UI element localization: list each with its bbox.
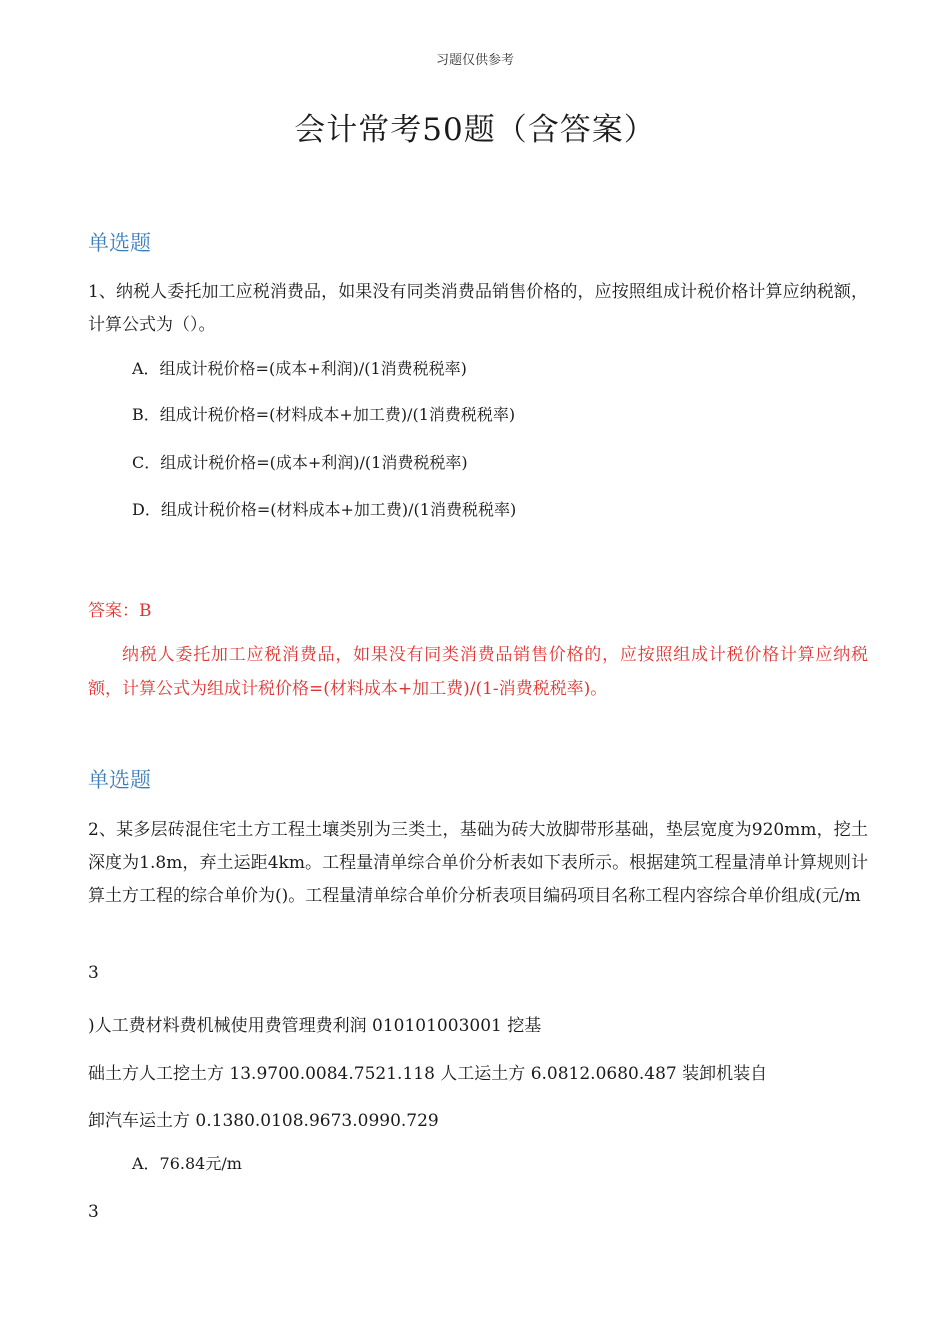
section-title-single-choice: 单选题 (88, 231, 151, 255)
question-1-option-c: C．组成计税价格=(成本+利润)/(1消费税税率) (132, 453, 468, 472)
question-1-text: 1、纳税人委托加工应税消费品，如果没有同类消费品销售价格的，应按照组成计税价格计算应纳税额，计算公式为（）。 (88, 282, 868, 335)
page-header: 习题仅供参考 (435, 53, 514, 68)
question-2-line: )人工费材料费机械使用费管理费利润 010101003001 挖基 (88, 1016, 542, 1036)
question-1-answer: 答案：B (88, 601, 152, 621)
question-2-line: 3 (88, 963, 99, 983)
question-2-option-a: A．76.84元/m (132, 1154, 242, 1173)
question-1-option-a: A．组成计税价格=(成本+利润)/(1消费税税率) (132, 359, 467, 378)
question-1-explanation: 纳税人委托加工应税消费品，如果没有同类消费品销售价格的，应按照组成计税价格计算应纳税额，计算公式为组成计税价格=(材料成本+加工费)/(1-消费税税率)。 (88, 645, 868, 699)
question-2-text: 2、某多层砖混住宅土方工程土壤类别为三类土，基础为砖大放脚带形基础，垫层宽度为920mm，挖土深度为1.8m，弃土运距4km。工程量清单综合单价分析表如下表所示。根据建筑工程量清单计算规则计算土方工程的综合单价为()。工程量清单综合单价分析表项目编码项目名称工程内容综合单价组成(元/m (88, 820, 868, 906)
question-2-line: 础土方人工挖土方 13.9700.0084.7521.118 人工运土方 6.0812.0680.487 装卸机装自 (88, 1064, 768, 1084)
question-2-line: 卸汽车运土方 0.1380.0108.9673.0990.729 (88, 1111, 439, 1131)
question-2-line: 3 (88, 1202, 99, 1222)
document-title: 会计常考50题（含答案） (294, 112, 656, 148)
section-title-single-choice: 单选题 (88, 768, 151, 792)
question-1-option-d: D．组成计税价格=(材料成本+加工费)/(1消费税税率) (132, 500, 517, 519)
question-1-option-b: B．组成计税价格=(材料成本+加工费)/(1消费税税率) (132, 405, 516, 424)
